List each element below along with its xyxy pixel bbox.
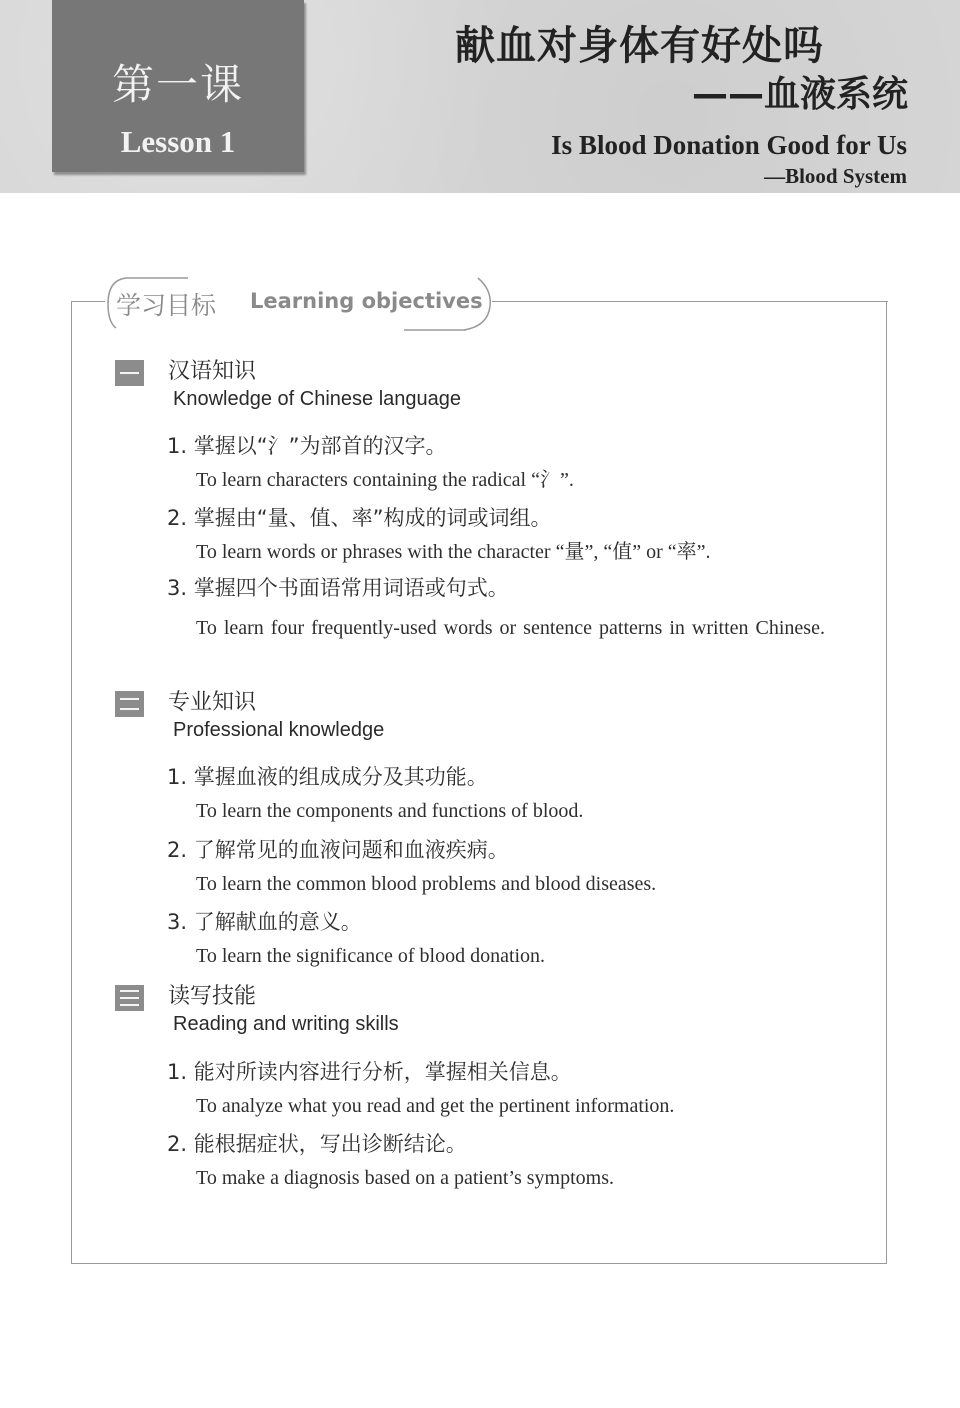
section-title-en: Reading and writing skills xyxy=(173,1013,399,1035)
objective-en: To learn words or phrases with the character “量”, “值” or “率”. xyxy=(196,541,711,563)
objective-item xyxy=(167,1128,857,1192)
objective-cn: 1. 能对所读内容进行分析，掌握相关信息。 xyxy=(167,1060,572,1084)
objective-en: To make a diagnosis based on a patient’s symptoms. xyxy=(196,1167,614,1189)
lesson-subtitle-cn: ——血液系统 xyxy=(691,74,908,115)
section-title-cn: 专业知识 xyxy=(168,690,257,715)
lesson-subtitle-en: —Blood System xyxy=(764,164,907,188)
objective-cn: 2. 了解常见的血液问题和血液疾病。 xyxy=(167,838,509,862)
objective-item xyxy=(167,834,857,898)
section-title-cn: 读写技能 xyxy=(168,984,257,1009)
objective-item xyxy=(167,761,857,825)
objective-en: To learn the common blood problems and blood diseases. xyxy=(196,873,657,895)
box-top-border-left xyxy=(71,301,105,302)
section-number-one-icon xyxy=(115,360,144,386)
objectives-heading-cn: 学习目标 xyxy=(116,291,217,320)
objective-item xyxy=(167,1056,857,1120)
lesson-header xyxy=(0,0,960,193)
lesson-number-block xyxy=(52,0,304,172)
objective-item xyxy=(167,906,857,970)
lesson-title-en: Is Blood Donation Good for Us xyxy=(551,130,907,160)
objectives-heading-en: Learning objectives xyxy=(250,289,483,313)
lesson-number-en: Lesson 1 xyxy=(120,124,236,159)
objective-en: To learn four frequently-used words or sentence patterns in written Chinese. xyxy=(196,617,825,639)
objective-item xyxy=(167,572,857,648)
lesson-number-cn: 第一课 xyxy=(111,60,244,109)
objective-cn: 1. 掌握以“氵”为部首的汉字。 xyxy=(167,434,447,458)
section-number-two-icon xyxy=(115,691,144,717)
section-title-cn: 汉语知识 xyxy=(168,359,257,384)
objective-cn: 1. 掌握血液的组成成分及其功能。 xyxy=(167,765,488,789)
section-title-en: Professional knowledge xyxy=(173,719,385,741)
objective-cn: 3. 掌握四个书面语常用词语或句式。 xyxy=(167,576,509,600)
section-title-en: Knowledge of Chinese language xyxy=(173,388,461,410)
objective-cn: 2. 能根据症状，写出诊断结论。 xyxy=(167,1132,467,1156)
objective-en: To analyze what you read and get the pertinent information. xyxy=(196,1095,675,1117)
objective-en: To learn the components and functions of blood. xyxy=(196,800,584,822)
section-number-three-icon xyxy=(115,985,144,1011)
lesson-title-cn: 献血对身体有好处吗 xyxy=(455,23,824,69)
objective-en: To learn characters containing the radical “氵”. xyxy=(196,469,574,491)
box-top-border-right xyxy=(492,301,888,302)
objectives-heading xyxy=(104,276,492,330)
objective-item xyxy=(167,430,857,494)
objective-item xyxy=(167,502,857,566)
objective-cn: 3. 了解献血的意义。 xyxy=(167,910,362,934)
objective-cn: 2. 掌握由“量、值、率”构成的词或词组。 xyxy=(167,506,552,530)
objective-en: To learn the significance of blood donation. xyxy=(196,945,546,967)
